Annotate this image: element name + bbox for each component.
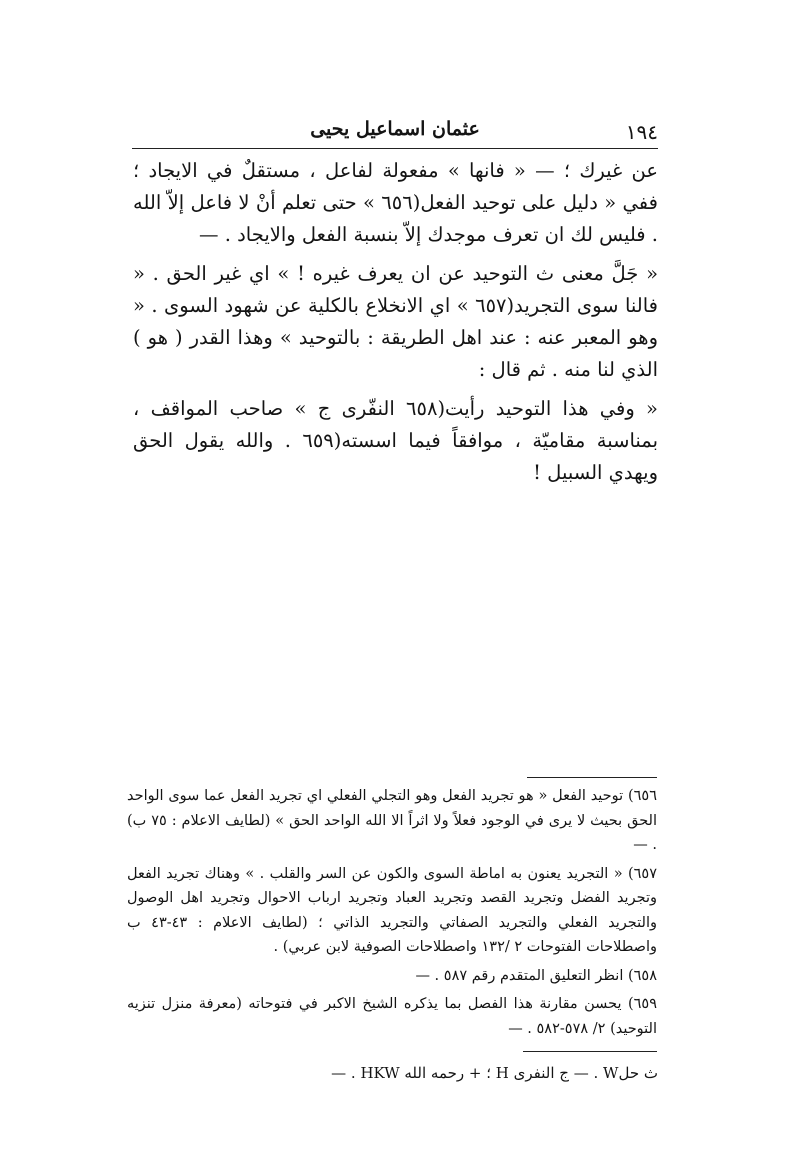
body-paragraph: عن غيرك ؛ — « فانها » مفعولة لفاعل ، مستقلٌ في الايجاد ؛ ففي « دليل على توحيد الفعل(٦٥٦ » حتى تعلم أنْ لا فاعل إلاّ الله . فليس لك ان تعرف موجدك إلاّ بنسبة الفعل والايجاد . — — [133, 159, 658, 246]
body-paragraph: « جَلَّ معنى ث التوحيد عن ان يعرف غيره ! » اي غير الحق . « فالنا سوى التجريد(٦٥٧ » اي الانخلاع بالكلية عن شهود السوى . « وهو المعبر عنه : عند اهل الطريقة : بالتوحيد » وهذا القدر ( هو ) الذي لنا منه . ثم قال : — [133, 262, 658, 381]
page-number: ١٩٤ — [625, 120, 658, 144]
page-header — [132, 118, 658, 148]
running-head: عثمان اسماعيل يحيى — [310, 118, 480, 140]
header-rule — [132, 148, 658, 149]
footnote-separator — [527, 777, 657, 778]
footnote: ٦٥٦) توحيد الفعل « هو تجريد الفعل وهو التجلي الفعلي اي تجريد الفعل عما سوى الواحد الحق بحيث لا يرى في الوجود فعلاً ولا اثراً الا الله الواحد الحق » (لطايف الاعلام : ٧٥ ب) . — — [127, 788, 657, 853]
footnote: ٦٥٧) « التجريد يعنون به اماطة السوى والكون عن السر والقلب . » وهناك تجريد الفعل وتجريد الفضل وتجريد القصد وتجريد العباد وتجريد ارباب الاحوال وتجريد اهل الوصول والتجريد الفعلي والتجريد الصفاتي والتجريد الذاتي ؛ (لطايف الاعلام : ٤٣-٤٣ ب واصطلاحات الفتوحات ٢ /١٣٢ واصطلاحات الصوفية لابن عربي) . — [127, 865, 657, 955]
footnote: ٦٥٨) انظر التعليق المتقدم رقم ٥٨٧ . — — [415, 967, 657, 984]
apparatus-separator — [523, 1051, 657, 1052]
body-paragraph: « وفي هذا التوحيد رأيت(٦٥٨ النفّرى ج » صاحب المواقف ، بمناسبة مقاميّة ، موافقاً فيما اسسته(٦٥٩ . والله يقول الحق ويهدي السبيل ! — [133, 397, 659, 484]
critical-apparatus: ث حلW . — ج النفرى H ؛ + رحمه الله HKW . — — [331, 1064, 658, 1082]
footnote: ٦٥٩) يحسن مقارنة هذا الفصل بما يذكره الشيخ الاكبر في فتوحاته (معرفة منزل تنزيه التوحيد) ٢/ ٥٧٨-٥٨٢ . — — [127, 996, 657, 1037]
main-text — [133, 155, 658, 496]
footnotes — [127, 784, 657, 1045]
